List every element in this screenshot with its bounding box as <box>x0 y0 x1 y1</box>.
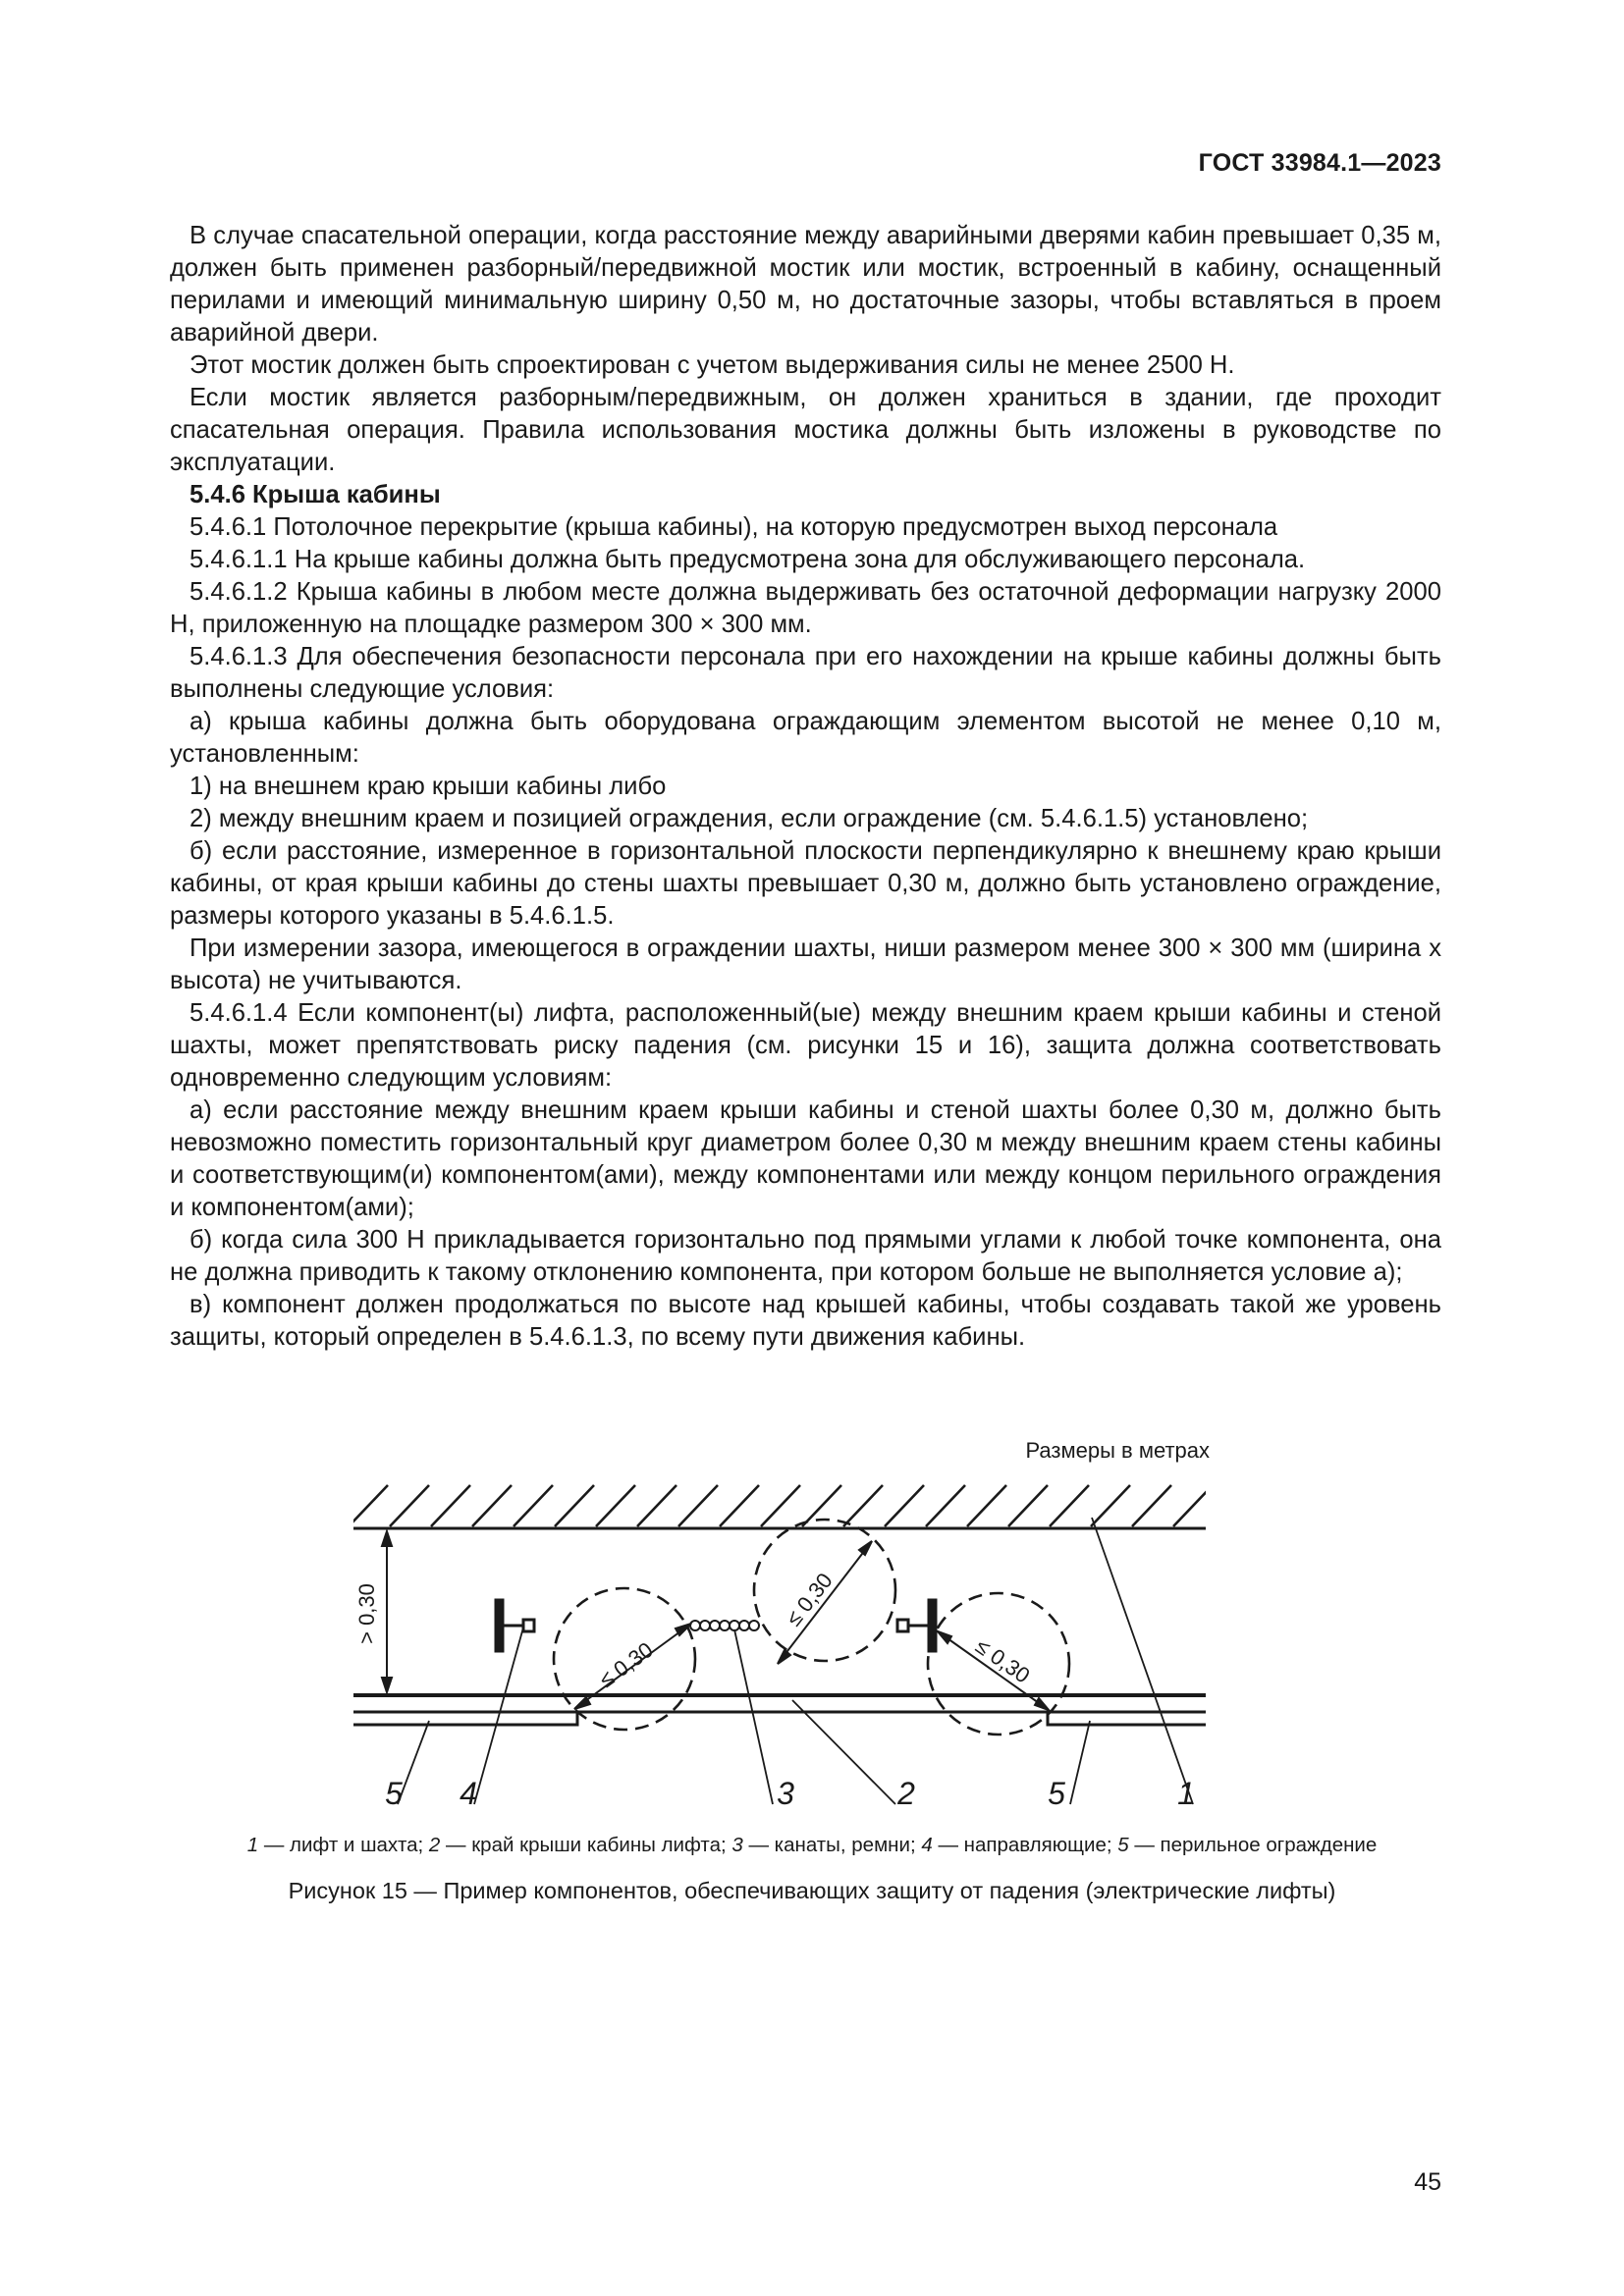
paragraph: 1) на внешнем краю крыши кабины либо <box>189 773 667 800</box>
paragraph: 5.4.6.1.2 Крыша кабины в любом месте должна выдерживать без остаточной деформации нагрузку 2000 Н, приложенную на площадке размером 300 × 300 мм. <box>170 578 1441 638</box>
legend-text: — лифт и шахта; <box>258 1834 429 1856</box>
callout-number: 5 <box>385 1776 403 1811</box>
paragraph: 5.4.6.1 Потолочное перекрытие (крыша кабины), на которую предусмотрен выход персонала <box>189 513 1278 541</box>
legend-text: — край крыши кабины лифта; <box>440 1834 732 1856</box>
test-circles <box>554 1520 1069 1735</box>
paragraph: В случае спасательной операции, когда расстояние между аварийными дверями кабин превышает 0,35 м, должен быть применен разборный/передвижной мостик или мостик, встроенный в кабину, оснащенный перилами и имеющий минимальную ширину 0,50 м, но достаточные зазоры, чтобы вставляться в проем аварийной двери. <box>170 222 1441 347</box>
callout-leaders <box>398 1518 1193 1804</box>
paragraph: Если мостик является разборным/передвижным, он должен храниться в здании, где проходит спасательная операция. Правила использования мостика должны быть изложены в руководстве по эксплуатации. <box>170 384 1441 476</box>
paragraph: а) крыша кабины должна быть оборудована ограждающим элементом высотой не менее 0,10 м, установленным: <box>170 708 1441 768</box>
document-code: ГОСТ 33984.1—2023 <box>1198 149 1441 177</box>
paragraph: Этот мостик должен быть спроектирован с учетом выдерживания силы не менее 2500 Н. <box>189 351 1235 379</box>
figure-caption: Рисунок 15 — Пример компонентов, обеспечивающих защиту от падения (электрические лифты) <box>288 1878 1336 1903</box>
dimension-label-vertical: > 0,30 <box>354 1583 379 1644</box>
legend-num: 4 <box>921 1834 933 1856</box>
paragraph: 5.4.6.1.3 Для обеспечения безопасности персонала при его нахождении на крыше кабины должны быть выполнены следующие условия: <box>170 643 1441 703</box>
legend-text: — канаты, ремни; <box>742 1834 922 1856</box>
callout-number: 3 <box>777 1776 794 1811</box>
paragraph: 5.4.6.1.4 Если компонент(ы) лифта, расположенный(ые) между внешним краем крыши кабины и стеной шахты, может препятствовать риску падения (см. рисунки 15 и 16), защита должна соответствовать одновременно следующим условиям: <box>170 999 1441 1092</box>
paragraph: 2) между внешним краем и позицией ограждения, если ограждение (см. 5.4.6.1.5) установлено; <box>189 805 1309 832</box>
circle-diameter-dimensions <box>574 1541 1049 1710</box>
balustrade-left <box>353 1712 577 1725</box>
paragraph: в) компонент должен продолжаться по высоте над крышей кабины, чтобы создавать такой же уровень защиты, который определен в 5.4.6.1.3, по всему пути движения кабины. <box>170 1291 1441 1351</box>
paragraph: 5.4.6.1.1 На крыше кабины должна быть предусмотрена зона для обслуживающего персонала. <box>189 546 1306 573</box>
legend-text: — направляющие; <box>932 1834 1118 1856</box>
paragraph: б) если расстояние, измеренное в горизонтальной плоскости перпендикулярно к внешнему краю крыши кабины, от края крыши кабины до стены шахты превышает 0,30 м, должно быть установлено ограждение, размеры которого указаны в 5.4.6.1.5. <box>170 837 1441 930</box>
legend-text: — перильное ограждение <box>1128 1834 1378 1856</box>
ropes <box>690 1621 759 1630</box>
units-note: Размеры в метрах <box>1025 1438 1210 1463</box>
section-heading: 5.4.6 Крыша кабины <box>189 481 441 508</box>
paragraph: б) когда сила 300 Н прикладывается горизонтально под прямыми углами к любой точке компонента, она не должна приводить к такому отклонению компонента, при котором больше не выполняется условие а); <box>170 1226 1441 1286</box>
paragraph: При измерении зазора, имеющегося в ограждении шахты, ниши размером менее 300 × 300 мм (ширина х высота) не учитываются. <box>170 934 1441 994</box>
dimension-label-circle-middle: ≤ 0,30 <box>781 1568 838 1631</box>
page-number: 45 <box>1414 2168 1441 2196</box>
callout-number: 5 <box>1048 1776 1065 1811</box>
dimension-label-circle-left: ≤ 0,30 <box>594 1636 658 1692</box>
vertical-dimension <box>382 1531 392 1692</box>
callout-number: 4 <box>460 1776 477 1811</box>
shaft-wall-hatching <box>349 1485 1213 1526</box>
figure-legend <box>0 1834 1624 1857</box>
legend-num: 3 <box>731 1834 743 1856</box>
callout-number: 2 <box>897 1776 915 1811</box>
legend-num: 5 <box>1117 1834 1129 1856</box>
dimension-label-circle-right: ≤ 0,30 <box>971 1633 1035 1688</box>
balustrade-right <box>1048 1712 1206 1725</box>
paragraph: а) если расстояние между внешним краем крыши кабины и стеной шахты более 0,30 м, должно быть невозможно поместить горизонтальный круг диаметром более 0,30 м между внешним краем стены кабины и соответствующим(и) компонентом(ами), между компонентами или между концом перильного ограждения и компонентом(ами); <box>170 1096 1441 1221</box>
legend-num: 1 <box>246 1834 259 1856</box>
guide-rail-left <box>496 1600 534 1651</box>
legend-num: 2 <box>428 1834 441 1856</box>
callout-number: 1 <box>1177 1776 1195 1811</box>
